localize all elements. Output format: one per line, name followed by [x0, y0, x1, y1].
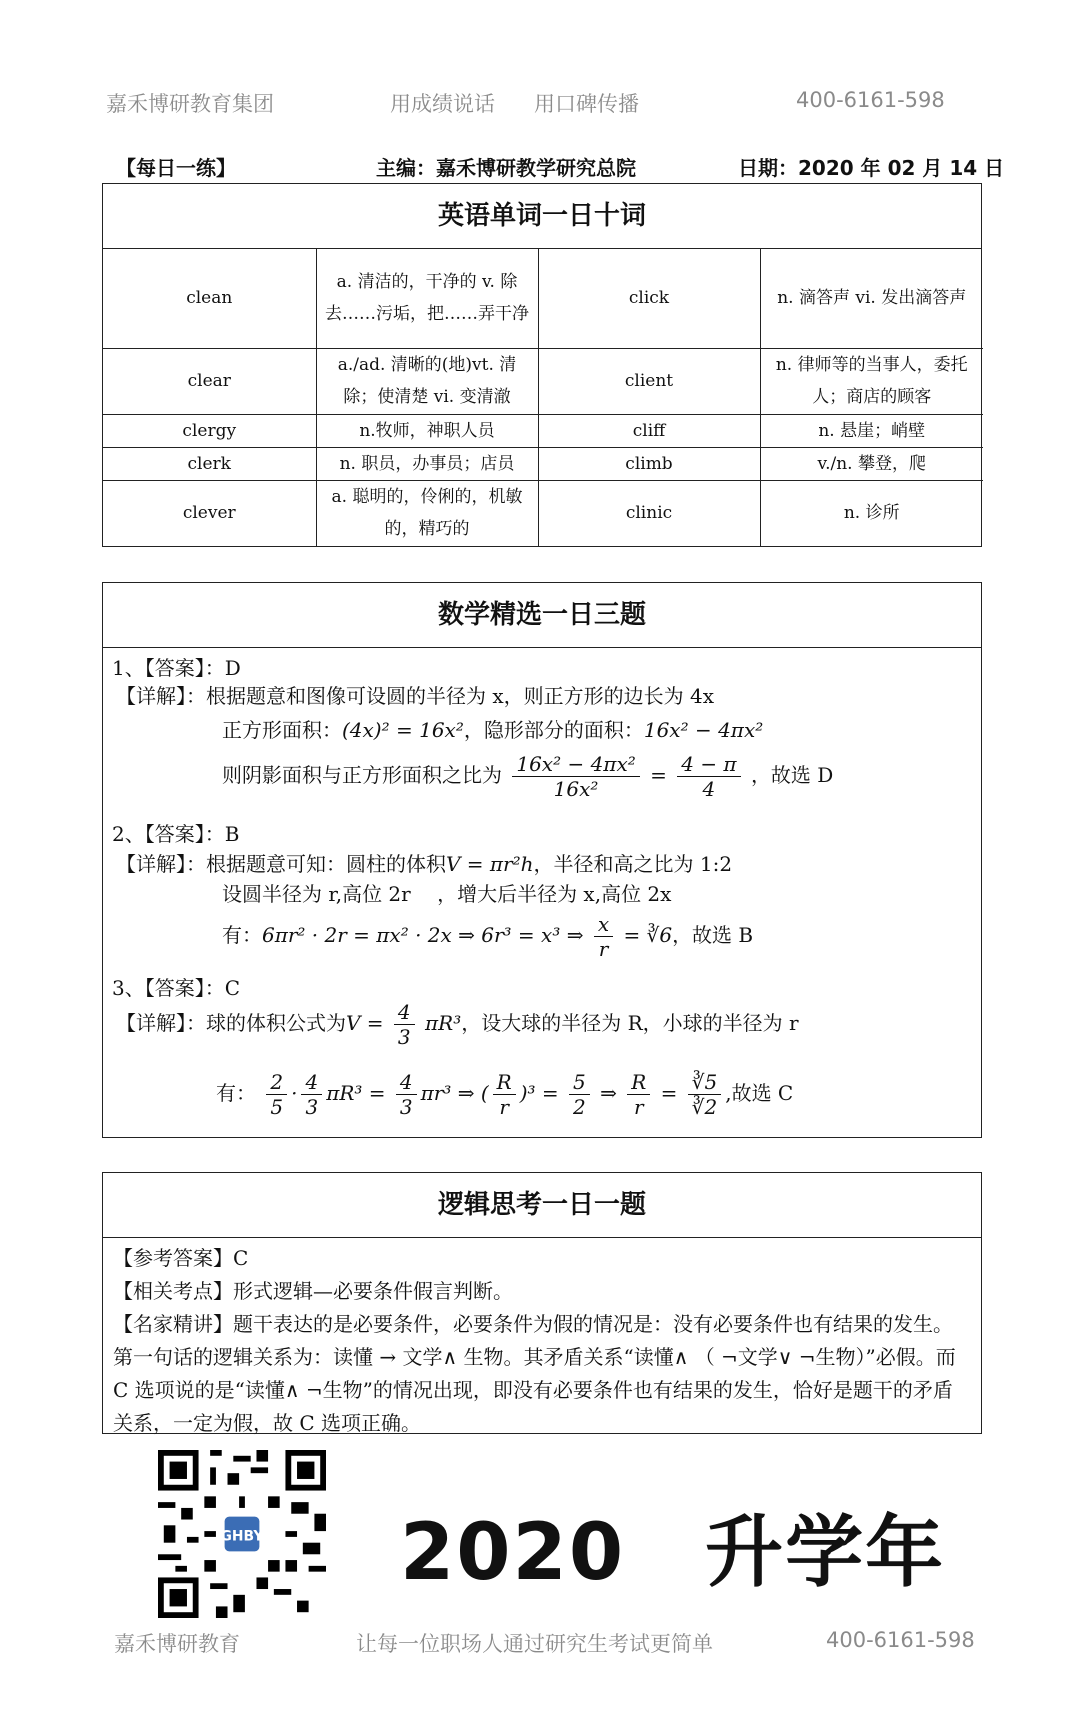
- q1-detail: 【详解】：根据题意和图像可设圆的半径为 x，则正方形的边长为 4x: [116, 684, 714, 708]
- q1-line3-label: 则阴影面积与正方形面积之比为: [222, 763, 502, 787]
- q2-line2: 设圆半径为 r,高位 2r ，增大后半径为 x,高位 2x: [222, 882, 672, 906]
- q1-frac2-den: 4: [702, 777, 716, 801]
- vocab-meaning: v./n. 攀登，爬: [760, 447, 983, 480]
- logic-box: [102, 1172, 982, 1434]
- logic-answer: 【参考答案】C: [113, 1246, 249, 1270]
- q3-detail-b: ，设大球的半径为 R，小球的半径为 r: [461, 1011, 799, 1035]
- q2-answer: 2、【答案】：B: [112, 822, 240, 846]
- table-row: [103, 249, 983, 348]
- q2-frac-den: r: [598, 937, 609, 961]
- vocab-meaning: n. 滴答声 vi. 发出滴答声: [760, 249, 983, 348]
- editor-label: 主编：嘉禾博研教学研究总院: [376, 156, 636, 180]
- vocab-word: climb: [538, 447, 760, 480]
- q2-line3-end: ，故选 B: [672, 923, 754, 947]
- header-slogan-1: 用成绩说话: [390, 92, 495, 116]
- vocab-meaning: a./ad. 清晰的(地)vt. 清除；使清楚 vi. 变清澈: [316, 348, 538, 414]
- q2-line3-tail: = ∛6: [623, 923, 673, 947]
- vocab-table: [103, 249, 983, 546]
- q3-frac-num: 4: [394, 1000, 415, 1025]
- q3-line2: [216, 1070, 793, 1119]
- vocab-word: clinic: [538, 480, 760, 546]
- q1-fraction-1: [512, 752, 639, 801]
- q2-detail-expr: V = πr²h: [446, 852, 534, 876]
- logic-topic: 【相关考点】形式逻辑—必要条件假言判断。: [113, 1279, 513, 1303]
- q3-line2-end: ,故选 C: [725, 1081, 794, 1105]
- q2-line3-label: 有：: [222, 923, 262, 947]
- q3-fraction: [394, 1000, 415, 1049]
- q2-detail-b: ，半径和高之比为 1:2: [533, 852, 733, 876]
- table-row: [103, 480, 983, 546]
- vocab-word: cliff: [538, 414, 760, 447]
- vocab-meaning: n. 职员，办事员；店员: [316, 447, 538, 480]
- q1-line2-expr2: 16x² − 4πx²: [643, 718, 764, 742]
- banner-year: 2020 升学年: [400, 1508, 946, 1598]
- q3-detail-a: 【详解】：球的体积公式为: [116, 1011, 346, 1035]
- q3-line2-label: 有：: [216, 1081, 256, 1105]
- q1-frac1-den: 16x²: [553, 777, 599, 801]
- q1-frac2-num: 4 − π: [677, 752, 740, 777]
- vocab-word: clever: [103, 480, 316, 546]
- vocab-word: clean: [103, 249, 316, 348]
- q1-fraction-2: [677, 752, 740, 801]
- vocab-meaning: a. 清洁的，干净的 v. 除去……污垢，把……弄干净: [316, 249, 538, 348]
- footer-phone: 400-6161-598: [826, 1628, 975, 1652]
- vocab-meaning: n. 诊所: [760, 480, 983, 546]
- q3-detail: [116, 1000, 799, 1049]
- logic-explain: 【名家精讲】题干表达的是必要条件，必要条件为假的情况是：没有必要条件也有结果的发生。第一句话的逻辑关系为：读懂 → 文学∧ 生物。其矛盾关系“读懂∧ （ ¬文学∨ ¬生物）”必假。而 C 选项说的是“读懂∧ ¬生物”的情况出现，即没有必要条件也有结果的发生，恰好是题干的矛盾关系，一定为假，故 C 选项正确。: [113, 1312, 956, 1435]
- qr-code-icon: [158, 1450, 326, 1618]
- q1-line3: 则阴影面积与正方形面积之比为 $\frac{\text{16x² − 4πx²}}{\text{16x²}}$ = $\frac{4 - \pi}{4}$ ，故选 D: [222, 752, 834, 801]
- q1-line2-expr: (4x)² = 16x²: [342, 718, 464, 742]
- table-row: [103, 414, 983, 447]
- date-label: 日期：2020 年 02 月 14 日: [738, 156, 1005, 180]
- q2-line3-expr: 6πr² · 2r = πx² · 2x ⇒ 6r³ = x³ ⇒: [262, 923, 584, 947]
- vocab-title: 英语单词一日十词: [103, 184, 981, 249]
- q3-frac-den: 3: [397, 1025, 411, 1049]
- section-label: 【每日一练】: [116, 156, 236, 180]
- q2-frac-num: x: [594, 912, 613, 937]
- math-title: 数学精选一日三题: [103, 583, 981, 648]
- q2-detail: [116, 848, 732, 877]
- q2-detail-a: 【详解】：根据题意可知：圆柱的体积: [116, 852, 446, 876]
- q3-equation: $\frac{2}{5}$ · $\frac{4}{3}$ πR³ = $\frac{4}{3}$ πr³ ⇒ ( $\frac{R}{r}$ )³ = $\frac{5}{2}$ ⇒ $\frac{R}{r}$ = $\frac{∛5}{∛2}$: [262, 1081, 725, 1105]
- q3-detail-expr2: πR³: [425, 1011, 462, 1035]
- vocab-meaning: n. 律师等的当事人，委托人；商店的顾客: [760, 348, 983, 414]
- table-row: [103, 447, 983, 480]
- q2-line3: [222, 912, 753, 961]
- vocab-meaning: n.牧师，神职人员: [316, 414, 538, 447]
- table-row: [103, 348, 983, 414]
- vocab-word: clergy: [103, 414, 316, 447]
- q1-answer: 1、【答案】：D: [112, 656, 241, 680]
- vocab-word: clear: [103, 348, 316, 414]
- vocab-box: [102, 183, 982, 547]
- vocab-word: click: [538, 249, 760, 348]
- footer-org: 嘉禾博研教育: [114, 1632, 240, 1656]
- q3-answer: 3、【答案】：C: [112, 976, 241, 1000]
- header-phone: 400-6161-598: [796, 88, 945, 112]
- vocab-meaning: a. 聪明的，伶俐的，机敏的，精巧的: [316, 480, 538, 546]
- q1-line2: [222, 714, 763, 743]
- q1-line2-label: 正方形面积：: [222, 718, 342, 742]
- q2-fraction: [594, 912, 613, 961]
- header-org: 嘉禾博研教育集团: [106, 92, 274, 116]
- logic-title: 逻辑思考一日一题: [103, 1173, 981, 1238]
- vocab-meaning: n. 悬崖；峭壁: [760, 414, 983, 447]
- footer-slogan: 让每一位职场人通过研究生考试更简单: [356, 1632, 713, 1656]
- vocab-word: client: [538, 348, 760, 414]
- vocab-word: clerk: [103, 447, 316, 480]
- q3-detail-expr: V =: [346, 1011, 384, 1035]
- q1-line3-end: ，故选 D: [750, 763, 834, 787]
- header-slogan-2: 用口碑传播: [534, 92, 639, 116]
- q1-line2-mid: ，隐形部分的面积：: [463, 718, 644, 742]
- q1-frac1-num: 16x² − 4πx²: [512, 752, 639, 777]
- qr-center-text: GHBY: [220, 1528, 264, 1545]
